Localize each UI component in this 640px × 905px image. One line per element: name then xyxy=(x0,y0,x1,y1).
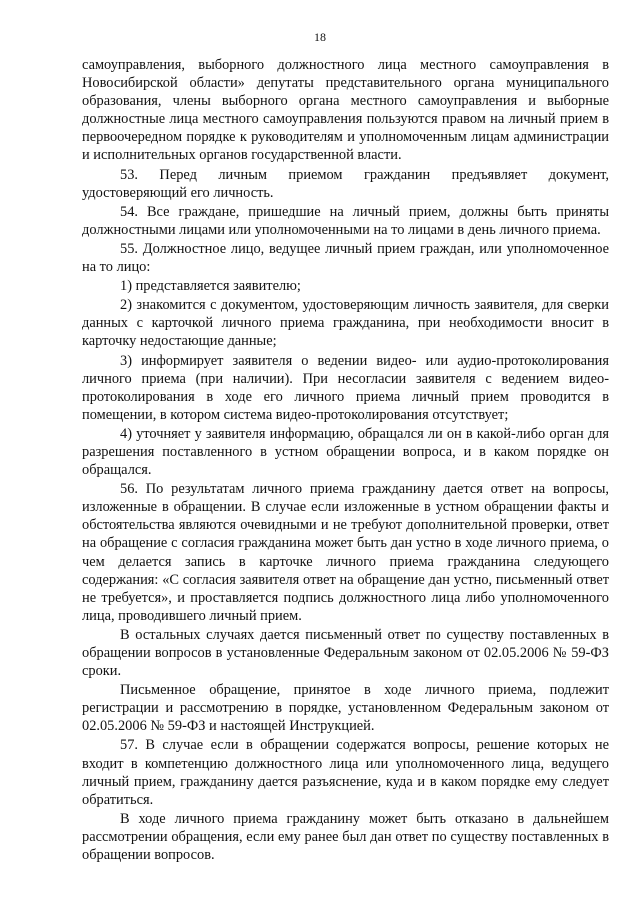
page-number: 18 xyxy=(314,30,326,44)
paragraph-56-written-answer: В остальных случаях дается письменный ответ по существу поставленных в обращении вопросов в установленные Федеральным законом от 02.05.2006 № 59-ФЗ сроки. xyxy=(82,626,609,680)
paragraph-55: 55. Должностное лицо, ведущее личный прием граждан, или уполномоченное на то лицо: xyxy=(82,240,609,276)
paragraph-56-registration: Письменное обращение, принятое в ходе личного приема, подлежит регистрации и рассмотрению в порядке, установленном Федеральным законом от 02.05.2006 № 59-ФЗ и настоящей Инструкцией. xyxy=(82,682,609,735)
paragraph-55-item-4: 4) уточняет у заявителя информацию, обращался ли он в какой-либо орган для разрешения поставленного в устном обращении вопроса, и в каком порядке он обращался. xyxy=(82,425,609,479)
paragraph-55-item-2: 2) знакомится с документом, удостоверяющим личность заявителя, для сверки данных с карточкой личного приема гражданина, при необходимости вносит в карточку недостающие данные; xyxy=(82,297,609,350)
paragraph-53: 53. Перед личным приемом гражданин предъявляет документ, удостоверяющий его личность. xyxy=(82,166,609,201)
paragraph-55-item-1: 1) представляется заявителю; xyxy=(120,278,301,295)
paragraph-continuation: самоуправления, выборного должностного лица местного самоуправления в Новосибирской области» депутаты представительного органа муниципального образования, члены выборного органа местного самоуправления и выборные должностные лица местного самоуправления пользуются правом на личный прием в первоочередном порядке к руководителям и уполномоченным лицам администрации и исполнительных органов государственной власти. xyxy=(82,57,609,164)
document-body xyxy=(82,56,609,865)
paragraph-57-refusal: В ходе личного приема гражданину может быть отказано в дальнейшем рассмотрении обращения, если ему ранее был дан ответ по существу поставленных в обращении вопросов. xyxy=(82,810,609,864)
paragraph-57: 57. В случае если в обращении содержатся вопросы, решение которых не входит в компетенцию должностного лица или уполномоченного лица, ведущего личный прием, гражданину дается разъяснение, куда и в каком порядке ему следует обратиться. xyxy=(82,737,609,808)
paragraph-55-item-3: 3) информирует заявителя о ведении видео- или аудио-протоколирования личного приема (при наличии). При несогласии заявителя с ведением видео-протоколирования в ходе его личного приема личный прием проводится в помещении, в котором система видео-протоколирования отсутствует; xyxy=(82,352,609,423)
paragraph-56: 56. По результатам личного приема гражданину дается ответ на вопросы, изложенные в обращении. В случае если изложенные в устном обращении факты и обстоятельства являются очевидными и не требуют дополнительной проверки, ответ на обращение с согласия гражданина может быть дан устно в ходе личного приема, о чем делается запись в карточке личного приема гражданина следующего содержания: «С согласия заявителя ответ на обращение дан устно, письменный ответ не требуется», и проставляется подпись должностного лица либо уполномоченного лица, проводившего личный прием. xyxy=(82,481,609,624)
paragraph-54: 54. Все граждане, пришедшие на личный прием, должны быть приняты должностными лицами или уполномоченными на то лицами в день личного приема. xyxy=(82,203,609,238)
